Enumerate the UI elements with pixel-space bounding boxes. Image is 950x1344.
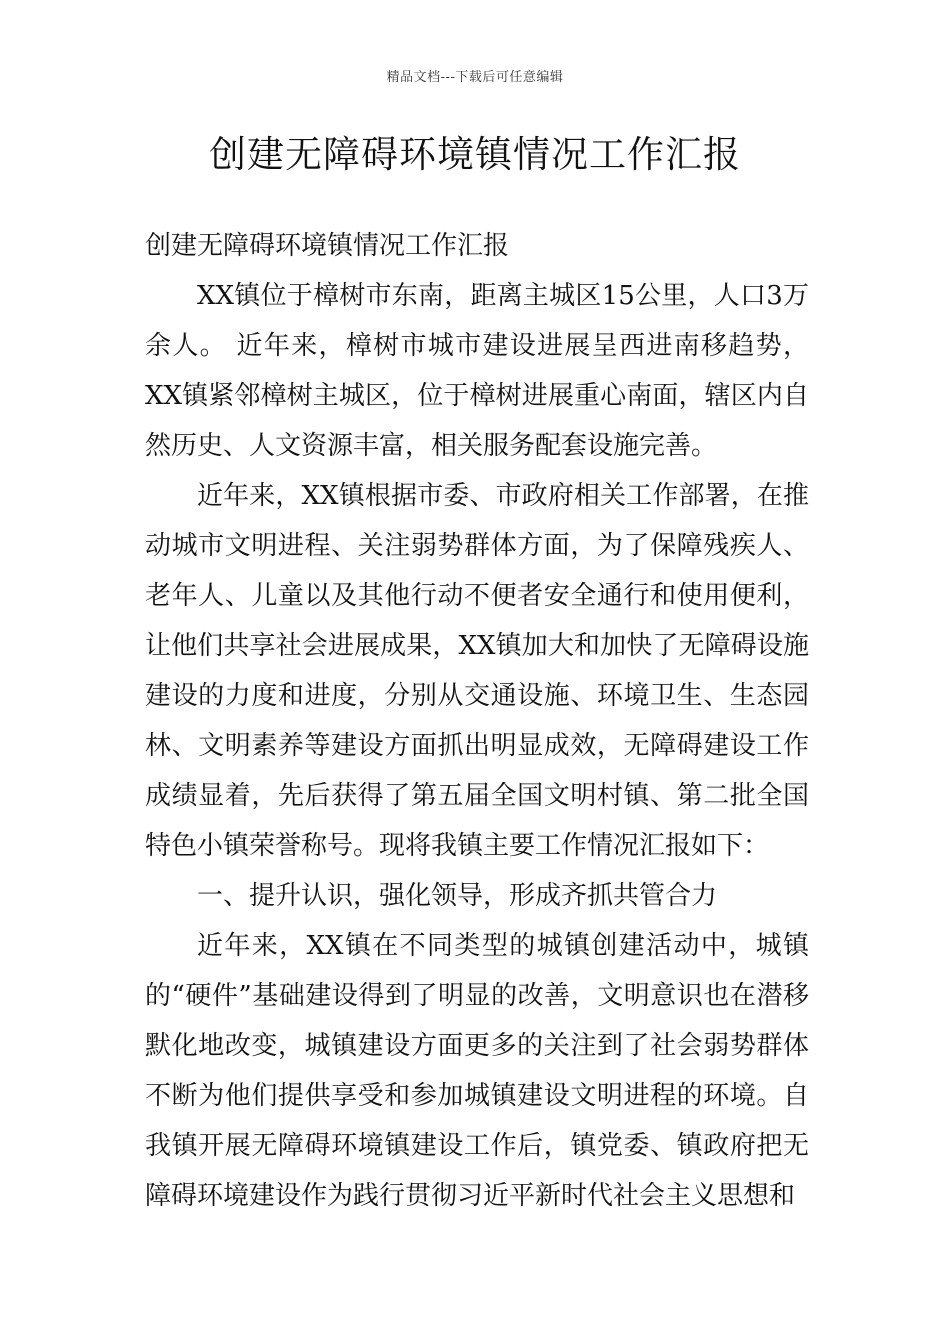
subtitle-paragraph: 创建无障碍环境镇情况工作汇报 [145,231,510,261]
body-paragraph: 近年来，XX镇根据市委、市政府相关工作部署，在推动城市文明进程、关注弱势群体方面，为了保障残疾人、老年人、儿童以及其他行动不便者安全通行和使用便利，让他们共享社会进展成果，XX镇加大和加快了无障碍设施建设的力度和进度，分别从交通设施、环境卫生、生态园林、文明素养等建设方面抓出明显成效，无障碍建设工作成绩显着，先后获得了第五届全国文明村镇、第二批全国特色小镇荣誉称号。现将我镇主要工作情况汇报如下： [145,481,809,861]
page-header-note: 精品文档---下载后可任意编辑 [386,70,564,85]
document-body [145,221,809,1221]
document-title: 创建无障碍环境镇情况工作汇报 [209,133,741,176]
section-heading: 一、提升认识，强化领导，形成齐抓共管合力 [197,881,718,911]
body-paragraph: XX镇位于樟树市东南，距离主城区15公里，人口3万余人。 近年来，樟树市城市建设进展呈西进南移趋势，XX镇紧邻樟树主城区，位于樟树进展重心南面，辖区内自然历史、人文资源丰富，相关服务配套设施完善。 [145,281,809,461]
body-paragraph: 近年来，XX镇在不同类型的城镇创建活动中，城镇的“硬件”基础建设得到了明显的改善，文明意识也在潜移默化地改变，城镇建设方面更多的关注到了社会弱势群体不断为他们提供享受和参加城镇建设文明进程的环境。自我镇开展无障碍环境镇建设工作后，镇党委、镇政府把无障碍环境建设作为践行贯彻习近平新时代社会主义思想和 [145,931,809,1211]
